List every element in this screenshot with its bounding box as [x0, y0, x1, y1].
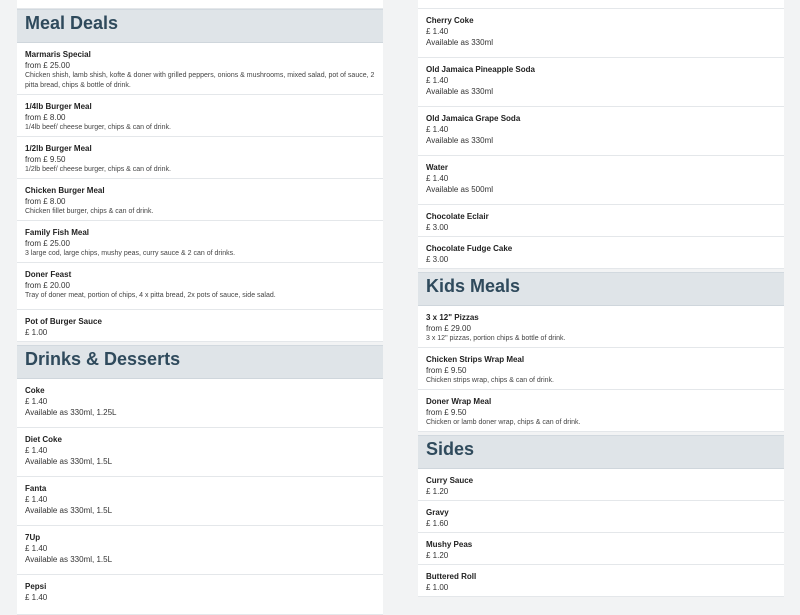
item-price: £ 1.40 — [25, 593, 48, 602]
item-name: Chicken Strips Wrap Meal — [426, 355, 525, 364]
menu-item-chocolate-fudge-cake[interactable] — [418, 237, 784, 269]
menu-item-fanta[interactable] — [17, 477, 383, 526]
item-price: from £ 29.00 — [426, 324, 471, 333]
item-price: from £ 9.50 — [25, 155, 66, 164]
item-price: from £ 25.00 — [25, 239, 70, 248]
item-price: from £ 25.00 — [25, 61, 70, 70]
menu-item-diet-coke[interactable] — [17, 428, 383, 477]
menu-item-7up[interactable] — [17, 526, 383, 575]
item-availability: Available as 330ml, 1.5L — [25, 506, 113, 515]
menu-item-curry-sauce[interactable] — [418, 469, 784, 501]
item-name: Old Jamaica Grape Soda — [426, 114, 521, 123]
menu-item-buttered-roll[interactable] — [418, 565, 784, 597]
item-name: 3 x 12" Pizzas — [426, 313, 479, 322]
item-price: £ 1.20 — [426, 551, 449, 560]
item-availability: Available as 330ml — [426, 87, 494, 96]
item-price: £ 1.40 — [426, 76, 449, 85]
menu-item-3x12-pizzas[interactable] — [418, 306, 784, 348]
item-name: Marmaris Special — [25, 50, 91, 59]
item-price: £ 1.40 — [25, 446, 48, 455]
menu-item-family-fish-meal[interactable] — [17, 221, 383, 263]
menu-item-cherry-coke[interactable] — [418, 9, 784, 58]
menu-item-pot-of-burger-sauce[interactable] — [17, 310, 383, 342]
menu-item-gravy[interactable] — [418, 501, 784, 533]
item-description: 3 x 12" pizzas, portion chips & bottle of drink. — [426, 335, 566, 342]
item-name: Doner Feast — [25, 270, 72, 279]
item-price: £ 1.40 — [426, 125, 449, 134]
menu-item-mushy-peas[interactable] — [418, 533, 784, 565]
item-name: Family Fish Meal — [25, 228, 90, 237]
menu-item-pepsi[interactable] — [17, 575, 383, 615]
menu-item-quarter-burger-meal[interactable] — [17, 95, 383, 137]
menu-item-half-burger-meal[interactable] — [17, 137, 383, 179]
item-availability: Available as 330ml, 1.25L — [25, 408, 117, 417]
menu-item-chicken-strips-wrap-meal[interactable] — [418, 348, 784, 390]
item-description: 1/2lb beef/ cheese burger, chips & can of drink. — [25, 166, 171, 173]
menu-item-old-jamaica-grape-soda[interactable] — [418, 107, 784, 156]
previous-item-tail — [418, 0, 784, 9]
item-name: 1/2lb Burger Meal — [25, 144, 92, 153]
item-name: 7Up — [25, 533, 41, 542]
item-description: Tray of doner meat, portion of chips, 4 x pitta bread, 2x pots of sauce, side salad. — [25, 292, 276, 299]
menu-item-old-jamaica-pineapple-soda[interactable] — [418, 58, 784, 107]
item-price: from £ 8.00 — [25, 197, 66, 206]
item-availability: Available as 330ml — [426, 38, 494, 47]
item-name: Cherry Coke — [426, 16, 474, 25]
item-price: £ 1.00 — [25, 328, 48, 337]
item-name: Gravy — [426, 508, 449, 517]
item-name: Chocolate Fudge Cake — [426, 244, 513, 253]
item-price: from £ 9.50 — [426, 408, 467, 417]
menu-item-chocolate-eclair[interactable] — [418, 205, 784, 237]
item-name: Buttered Roll — [426, 572, 477, 581]
section-heading-sides: Sides — [418, 435, 784, 469]
item-name: Curry Sauce — [426, 476, 474, 485]
item-price: £ 1.40 — [25, 544, 48, 553]
item-name: Water — [426, 163, 448, 172]
menu-item-water[interactable] — [418, 156, 784, 205]
item-price: from £ 20.00 — [25, 281, 70, 290]
item-description: Chicken or lamb doner wrap, chips & can of drink. — [426, 419, 581, 426]
left-menu-column — [17, 0, 383, 615]
item-name: Mushy Peas — [426, 540, 473, 549]
previous-item-tail — [17, 0, 383, 9]
item-price: £ 3.00 — [426, 223, 449, 232]
item-description: 3 large cod, large chips, mushy peas, curry sauce & 2 can of drinks. — [25, 250, 236, 257]
item-availability: Available as 500ml — [426, 185, 494, 194]
item-price: from £ 8.00 — [25, 113, 66, 122]
menu-item-doner-wrap-meal[interactable] — [418, 390, 784, 432]
item-name: Doner Wrap Meal — [426, 397, 492, 406]
right-menu-column — [418, 0, 784, 597]
item-availability: Available as 330ml, 1.5L — [25, 555, 113, 564]
item-price: £ 1.40 — [25, 495, 48, 504]
item-price: £ 1.40 — [426, 27, 449, 36]
item-price: £ 1.40 — [426, 174, 449, 183]
item-name: Diet Coke — [25, 435, 62, 444]
item-name: 1/4lb Burger Meal — [25, 102, 92, 111]
item-price: £ 1.20 — [426, 487, 449, 496]
item-description: Chicken strips wrap, chips & can of drink. — [426, 377, 554, 384]
menu-item-coke[interactable] — [17, 379, 383, 428]
item-price: £ 1.40 — [25, 397, 48, 406]
menu-item-marmaris-special[interactable] — [17, 43, 383, 95]
menu-item-chicken-burger-meal[interactable] — [17, 179, 383, 221]
item-description: 1/4lb beef/ cheese burger, chips & can of drink. — [25, 124, 171, 131]
item-name: Chocolate Eclair — [426, 212, 489, 221]
item-description: Chicken fillet burger, chips & can of drink. — [25, 208, 154, 215]
item-name: Coke — [25, 386, 45, 395]
item-name: Pepsi — [25, 582, 47, 591]
item-price: £ 1.60 — [426, 519, 449, 528]
item-name: Chicken Burger Meal — [25, 186, 105, 195]
section-heading-meal-deals: Meal Deals — [17, 9, 383, 43]
item-name: Old Jamaica Pineapple Soda — [426, 65, 535, 74]
item-name: Fanta — [25, 484, 47, 493]
item-price: from £ 9.50 — [426, 366, 467, 375]
item-availability: Available as 330ml — [426, 136, 494, 145]
item-price: £ 1.00 — [426, 583, 449, 592]
item-description: Chicken shish, lamb shish, kofte & doner with grilled peppers, onions & mushrooms, mixed salad, pot of sauce, 2 pitta bread, chips & bottle of drink. — [25, 72, 375, 89]
menu-item-doner-feast[interactable] — [17, 263, 383, 310]
item-name: Pot of Burger Sauce — [25, 317, 102, 326]
item-availability: Available as 330ml, 1.5L — [25, 457, 113, 466]
item-price: £ 3.00 — [426, 255, 449, 264]
section-heading-drinks-desserts: Drinks & Desserts — [17, 345, 383, 379]
section-heading-kids-meals: Kids Meals — [418, 272, 784, 306]
